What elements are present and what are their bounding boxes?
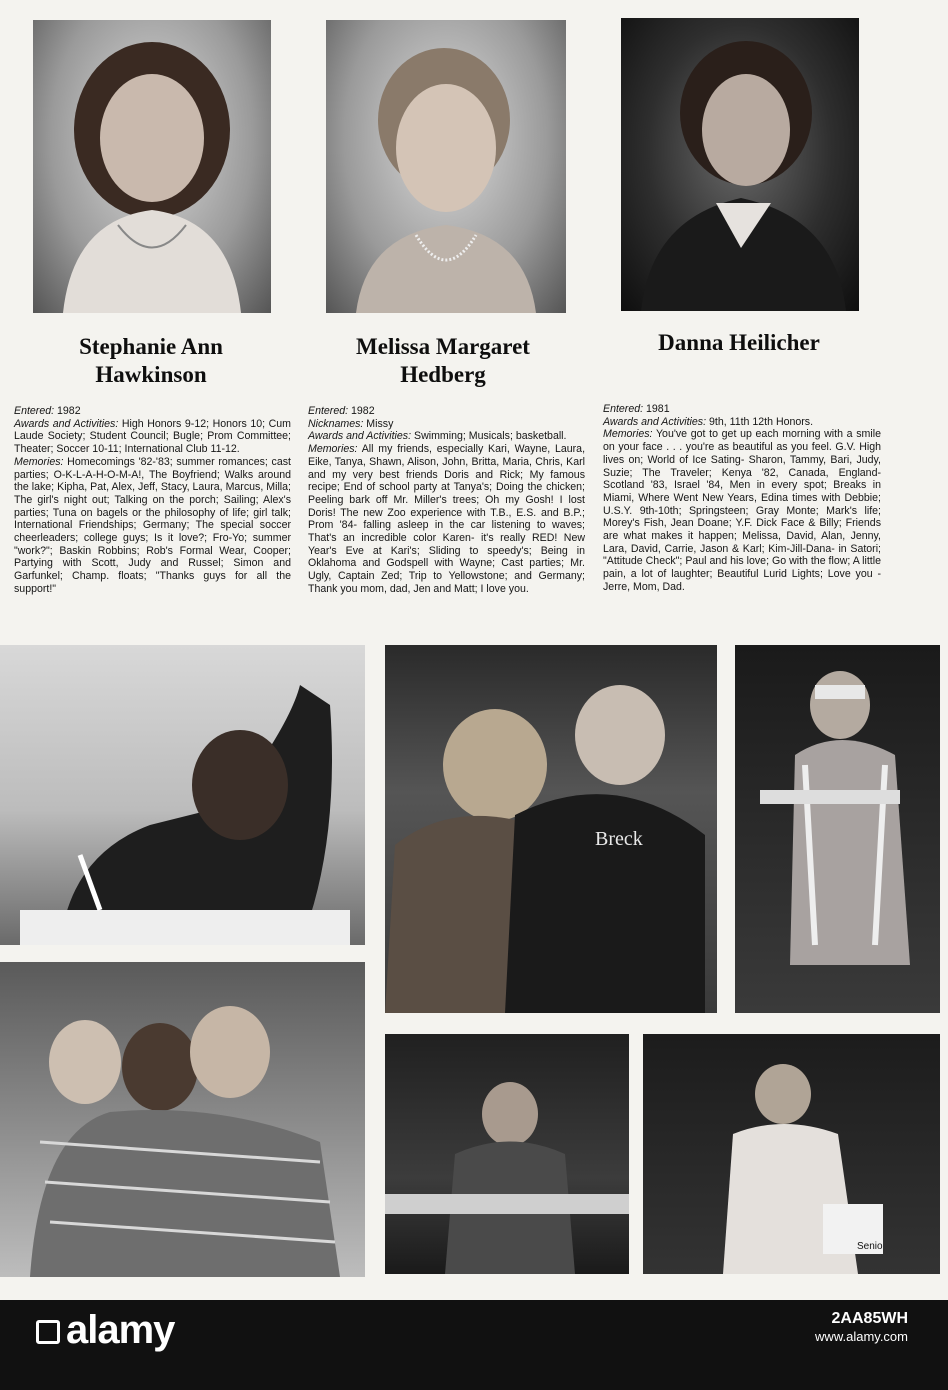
entered-value: 1982 — [351, 405, 375, 417]
candid-photo-writing — [0, 645, 365, 945]
memories-value: You've got to get up each morning with a smile on your face . . . you're as beautiful as you feel. G.V. High lives on; World of Ice Sating- Sharon, Tammy, Bari, Judy, Suzie; The Traveler; Kenya '82, Canada, England- Scotland '83, Israel '84, Men in every spot; Breaks in Miami, Where Went New Years, Edina times with Debbie; U.S.Y. 9th-10th; Springsteen; Gray Monte; Mark's life; Morey's Fish, Jean Doane; Y.F. Dick Face & Billy; Friends are what makes it happen; Melissa, David, Alan, Jenny, Lara, David, Carrie, Jason & Karl; Kim-Jill-Dana- in Satori; "Attitude Check"; Paul and his love; Go with the flow; A little pain, a lot of laughter; Beautiful Lurid Lights; Love you - Jerre, Mom, Dad. — [603, 428, 881, 593]
stock-image-info — [815, 1310, 908, 1346]
entered-label: Entered: — [603, 403, 644, 415]
senior-name-1 — [20, 333, 282, 389]
name-line-1: Danna Heilicher — [658, 330, 820, 355]
name-line-2: Hawkinson — [95, 362, 207, 387]
senior-bio-3 — [603, 403, 881, 594]
memories-label: Memories: — [308, 443, 358, 456]
candid-photo-sitting — [385, 1034, 629, 1274]
candid-figure — [0, 645, 365, 945]
awards-value: Swimming; Musicals; basketball. — [414, 430, 567, 443]
page-section-label: Senio — [857, 1241, 883, 1252]
memories-value: Homecomings '82-'83; summer romances; cast parties; O-K-L-A-H-O-M-A!, The Boyfriend; Walks around the lake; Kipha, Pat, Alex, Jeff, Stacy, Laura, Marcus, Milla; The girl's night out; Talking on the porch; Sailing; Alex's parties; Tuna on bagels or the philosophy of life; girl talk; International Friendships; Germany; The special soccer cheerleaders; college guys; Is it love?; Fro-Yo; summer "work?"; Baskin Robbins; Rob's Formal Wear, Cooper; Partying with Scott, Judy and Russel; Simon and Garfunkel; Champ. floats; "Thanks guys for all the support!" — [14, 455, 291, 595]
portrait-figure — [326, 20, 566, 313]
stock-brand-logo — [36, 1308, 174, 1353]
brand-name: alamy — [66, 1308, 175, 1352]
memories-label: Memories: — [603, 428, 653, 441]
nicknames-label: Nicknames: — [308, 417, 364, 430]
name-line-2: Hedberg — [400, 362, 486, 387]
entered-label: Entered: — [308, 405, 349, 417]
candid-photo-friends — [0, 962, 365, 1277]
nicknames-value: Missy — [366, 417, 394, 430]
site-url: www.alamy.com — [815, 1329, 908, 1344]
entered-value: 1981 — [646, 403, 670, 415]
entered-value: 1982 — [57, 405, 81, 417]
senior-name-3 — [608, 329, 870, 357]
portrait-melissa-hedberg — [326, 20, 566, 313]
candid-figure — [0, 962, 365, 1277]
memories-value: All my friends, especially Kari, Wayne, Laura, Eike, Tanya, Shawn, Alison, John, Britta, Maria, Chris, Karl and my very best friends Doris and Rick; My famous recipe; End of school party at Tanya's; Doing the chicken; Peeling bark off Mr. Miller's trees; Oh my Gosh! I lost Doris! The new Zoo experience with T.B., E.S. and B.P.; Prom '84- falling asleep in the car listening to waves; That's an incredible color Karen- it's really RED! New Year's Eve at Kari's; Sliding to speedy's; Being in Oklahoma and Godspell with Wayne; Cast parties; Mr. Ugly, Captain Zed; Trip to Yellowstone; and Germany; Thank you mom, dad, Jen and Matt; I love you. — [308, 443, 586, 595]
entered-label: Entered: — [14, 405, 55, 417]
image-id: 2AA85WH — [831, 1310, 908, 1327]
awards-label: Awards and Activities: — [603, 415, 707, 428]
stock-banner — [0, 1300, 948, 1390]
awards-label: Awards and Activities: — [308, 430, 412, 443]
brand-square-icon — [36, 1320, 60, 1344]
senior-bio-1 — [14, 405, 291, 596]
name-line-1: Stephanie Ann — [79, 334, 223, 359]
senior-name-2 — [312, 333, 574, 389]
awards-label: Awards and Activities: — [14, 417, 119, 430]
candid-figure — [385, 645, 717, 1013]
portrait-stephanie-hawkinson — [33, 20, 271, 313]
name-line-1: Melissa Margaret — [356, 334, 530, 359]
candid-photo-reading — [643, 1034, 940, 1274]
candid-photo-goggles — [735, 645, 940, 1013]
senior-bio-2 — [308, 405, 585, 596]
candid-figure — [735, 645, 940, 1013]
awards-value: 9th, 11th 12th Honors. — [709, 415, 814, 428]
candid-figure — [643, 1034, 940, 1274]
portrait-figure — [621, 18, 859, 311]
portrait-figure — [33, 20, 271, 313]
portrait-danna-heilicher — [621, 18, 859, 311]
candid-photo-boys — [385, 645, 717, 1013]
awards-value: High Honors 9-12; Honors 10; Cum Laude Society; Student Council; Bugle; Prom Committee; Theater; Soccer 10-11; International Club 11-12. — [14, 417, 291, 456]
candid-figure — [385, 1034, 629, 1274]
memories-label: Memories: — [14, 455, 64, 468]
sweater-lettering: Breck — [595, 828, 643, 850]
